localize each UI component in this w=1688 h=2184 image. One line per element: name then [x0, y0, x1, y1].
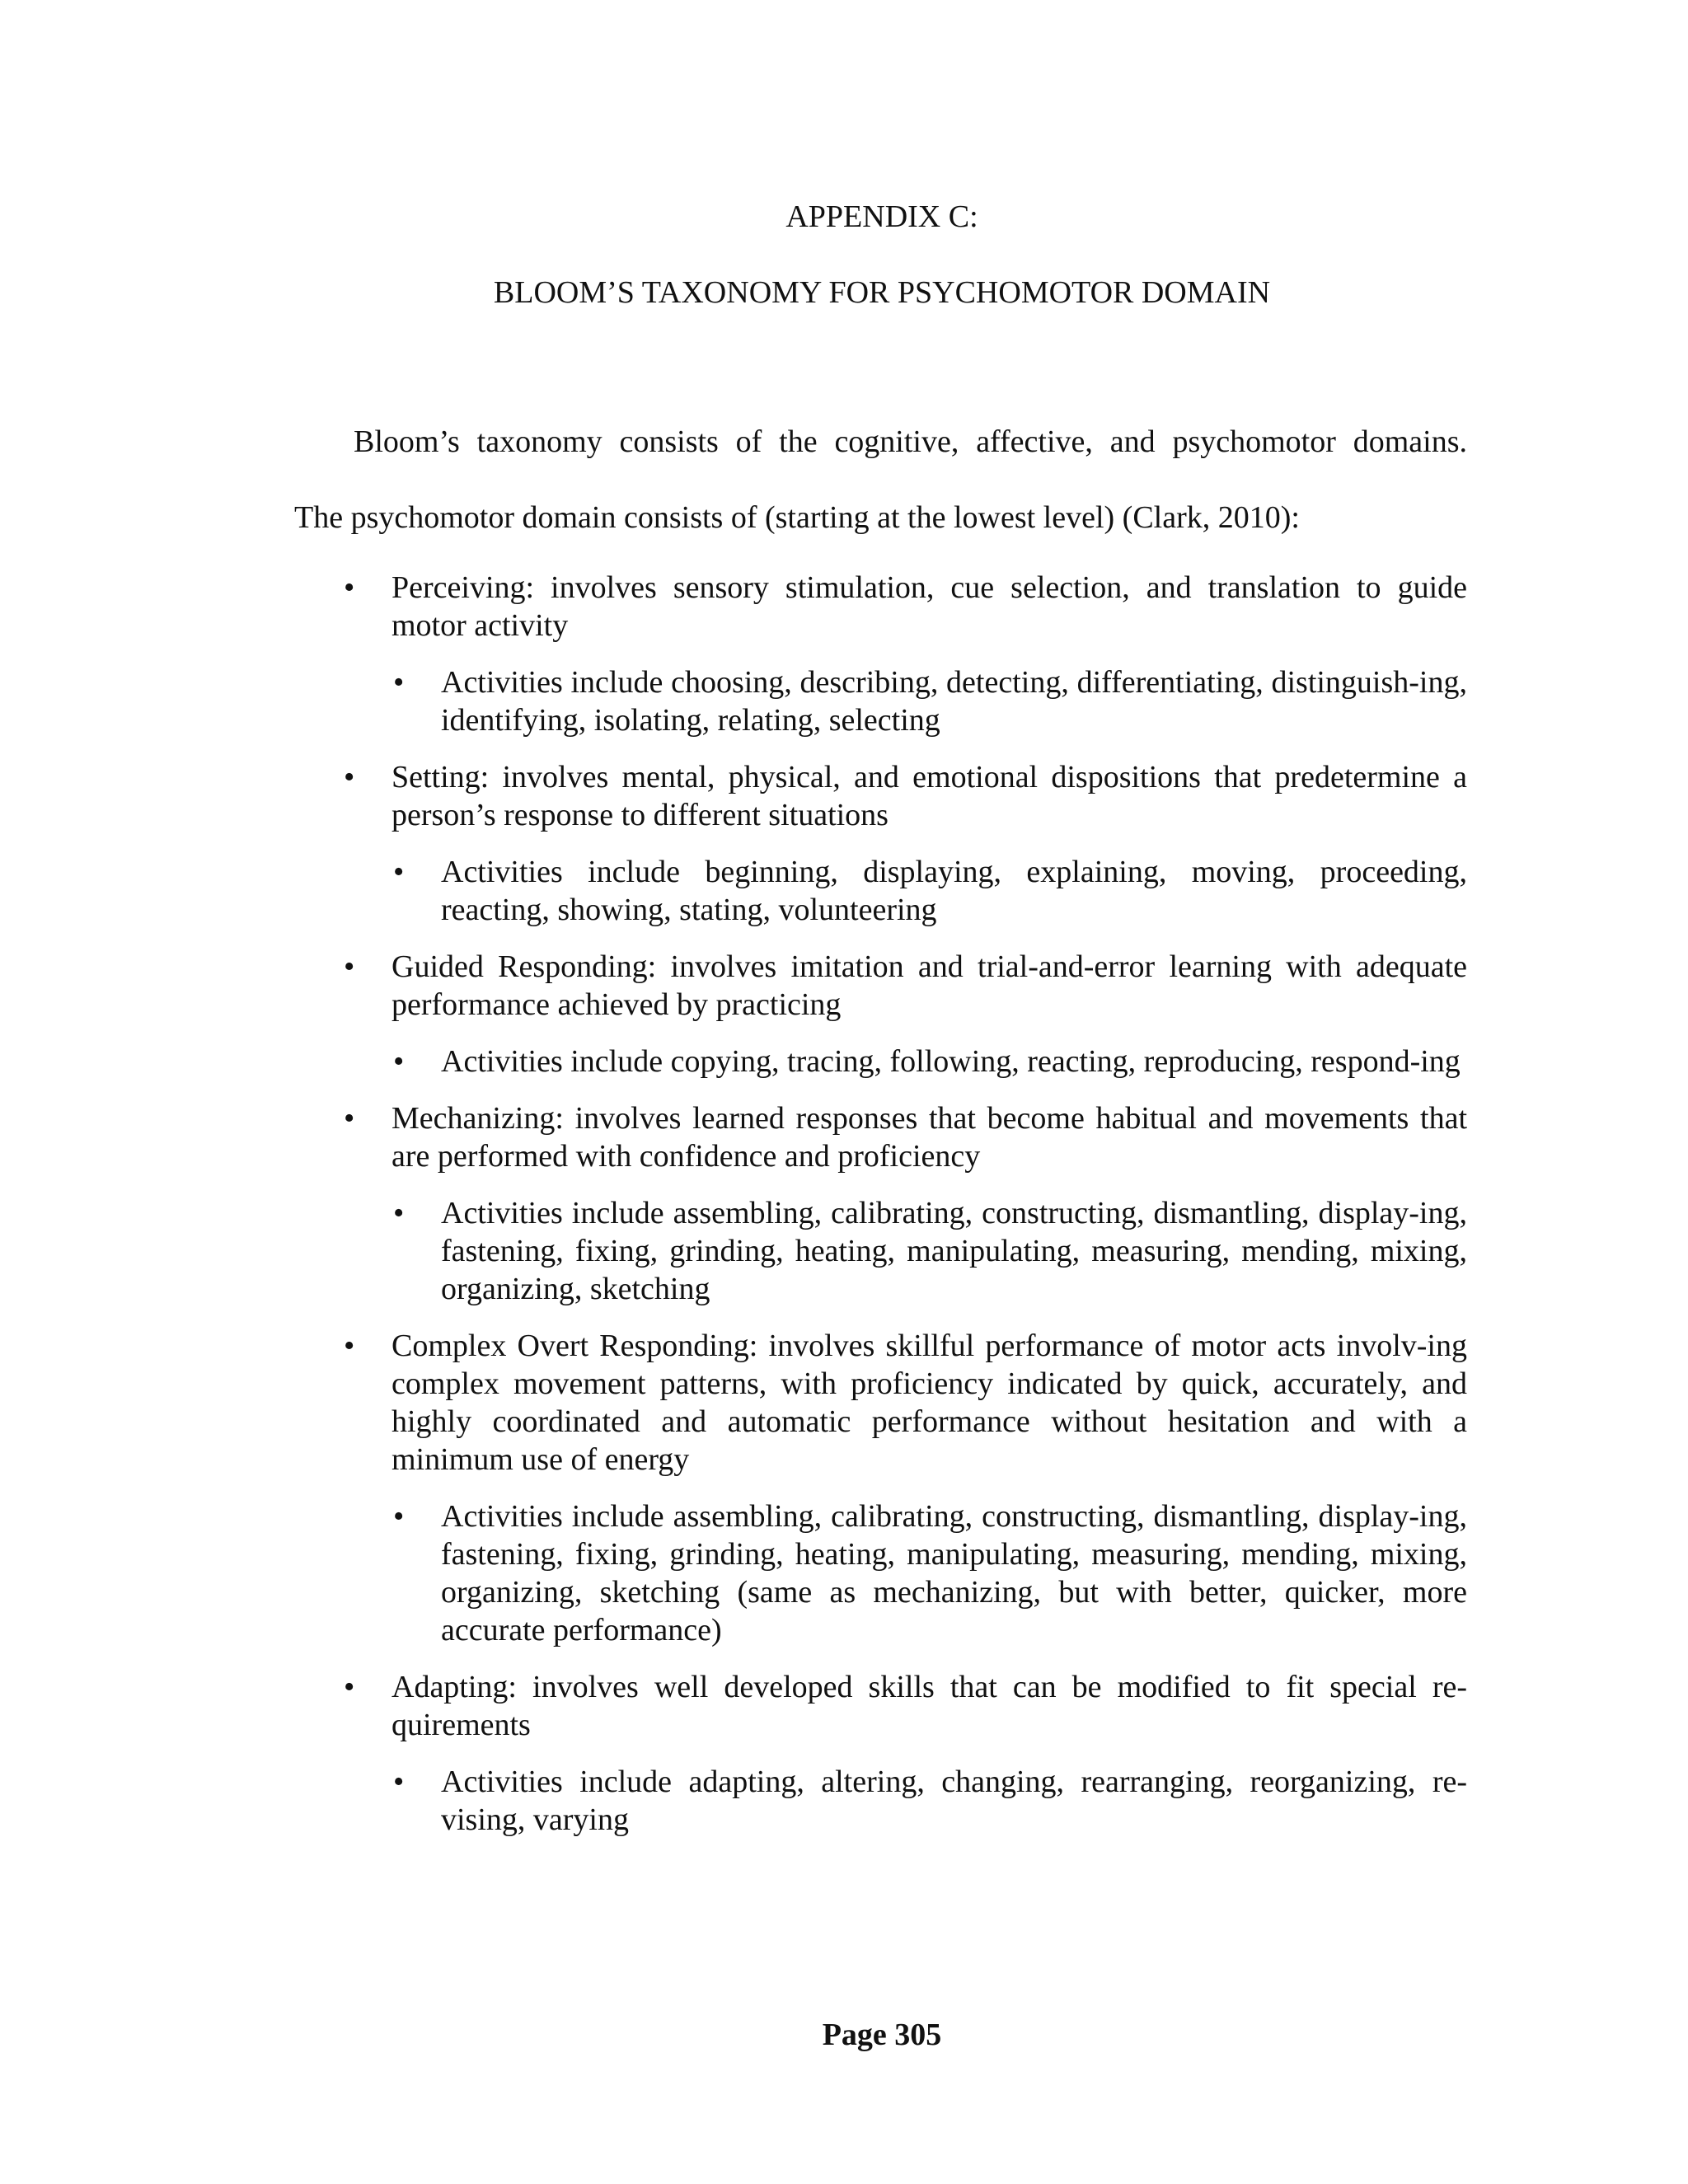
bullet-icon: • — [344, 949, 355, 984]
activities-item — [294, 1763, 1467, 1839]
intro-line-1: Bloom’s taxonomy consists of the cognitive, affective, and psychomotor domains. — [354, 424, 1467, 459]
level-description: Adapting: involves well developed skills that can be modified to fit special re-quirements — [392, 1670, 1467, 1742]
level-item — [294, 569, 1467, 644]
activities-item — [294, 853, 1467, 929]
level-item — [294, 1099, 1467, 1175]
activities-item — [294, 663, 1467, 739]
bullet-icon: • — [393, 1499, 405, 1534]
bullet-icon: • — [393, 1765, 405, 1799]
activities-description: Activities include assembling, calibrating, constructing, dismantling, display-ing, fastening, fixing, grinding, heating, manipulating, measuring, mending, mixing, organizing, sketching (same as mechanizing, but with better, quicker, more accurate performance) — [441, 1499, 1467, 1647]
level-item — [294, 758, 1467, 834]
appendix-subtitle: BLOOM’S TAXONOMY FOR PSYCHOMOTOR DOMAIN — [493, 275, 1271, 310]
activities-description: Activities include beginning, displaying, explaining, moving, proceeding, reacting, showing, stating, volunteering — [441, 855, 1467, 927]
activities-item — [294, 1043, 1467, 1080]
bullet-icon: • — [393, 1196, 405, 1230]
level-item — [294, 948, 1467, 1024]
activities-item — [294, 1194, 1467, 1308]
activities-item — [294, 1497, 1467, 1649]
levels-list — [294, 569, 1467, 1858]
bullet-icon: • — [393, 855, 405, 889]
activities-description: Activities include adapting, altering, changing, rearranging, reorganizing, re-vising, varying — [441, 1765, 1467, 1837]
bullet-icon: • — [344, 1329, 355, 1363]
bullet-icon: • — [344, 1101, 355, 1136]
page-number: Page 305 — [822, 2018, 942, 2052]
bullet-icon: • — [344, 570, 355, 605]
bullet-icon: • — [344, 1670, 355, 1704]
activities-description: Activities include choosing, describing, detecting, differentiating, distinguish-ing, identifying, isolating, relating, selecting — [441, 665, 1467, 738]
bullet-icon: • — [393, 1044, 405, 1079]
bullet-icon: • — [393, 665, 405, 700]
intro-paragraph — [294, 404, 1467, 555]
level-item — [294, 1668, 1467, 1744]
level-description: Complex Overt Responding: involves skillful performance of motor acts involv-ing complex movement patterns, with proficiency indicated by quick, accurately, and highly coordinated and automatic performance without hesitation and with a minimum use of energy — [392, 1329, 1467, 1477]
level-description: Perceiving: involves sensory stimulation, cue selection, and translation to guide motor activity — [392, 570, 1467, 643]
level-item — [294, 1327, 1467, 1479]
level-description: Mechanizing: involves learned responses that become habitual and movements that are performed with confidence and proficiency — [392, 1101, 1467, 1174]
bullet-icon: • — [344, 760, 355, 794]
appendix-title: APPENDIX C: — [785, 199, 978, 234]
intro-line-2: The psychomotor domain consists of (starting at the lowest level) (Clark, 2010): — [294, 500, 1300, 535]
activities-description: Activities include assembling, calibrating, constructing, dismantling, display-ing, fastening, fixing, grinding, heating, manipulating, measuring, mending, mixing, organizing, sketching — [441, 1196, 1467, 1306]
level-description: Guided Responding: involves imitation and trial-and-error learning with adequate performance achieved by practicing — [392, 949, 1467, 1022]
level-description: Setting: involves mental, physical, and emotional dispositions that predetermine a person’s response to different situations — [392, 760, 1467, 832]
activities-description: Activities include copying, tracing, following, reacting, reproducing, respond-ing — [441, 1044, 1461, 1079]
